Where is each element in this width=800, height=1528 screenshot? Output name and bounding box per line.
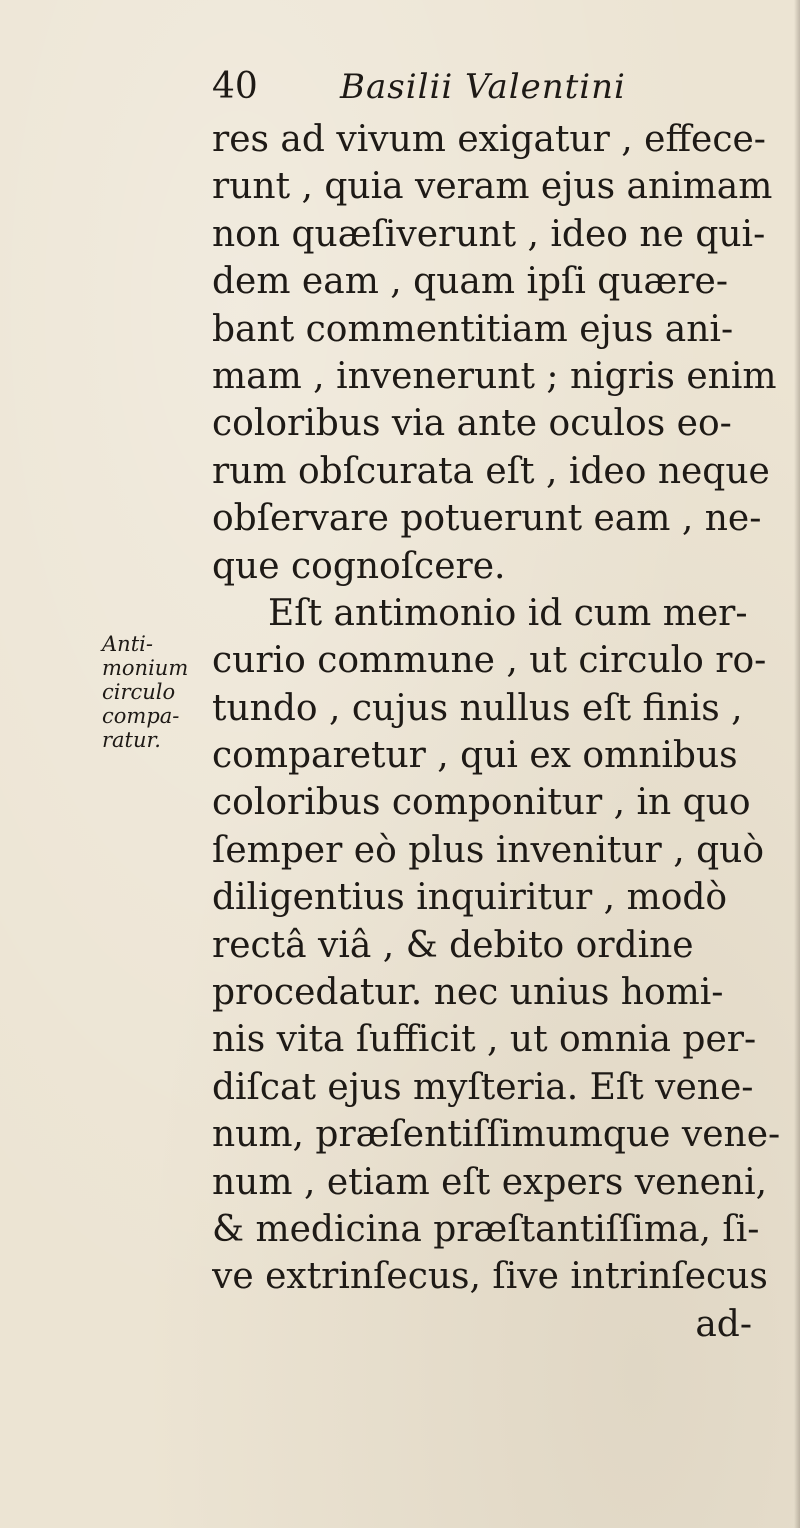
text-line: ſemper eò plus invenitur , quò: [212, 829, 764, 871]
text-line: obſervare potuerunt eam , ne-: [212, 498, 762, 540]
marginal-note-line: monium: [102, 656, 189, 680]
text-line: procedatur. nec unius homi-: [212, 972, 724, 1014]
catchword: ad-: [695, 1303, 752, 1345]
paragraph-start-line: Eſt antimonio id cum mer-: [268, 592, 748, 634]
text-line: num , etiam eſt expers veneni,: [212, 1161, 768, 1203]
text-line: coloribus via ante oculos eo-: [212, 403, 732, 445]
running-head: Basilii Valentini: [340, 67, 626, 107]
text-line: runt , quia veram ejus animam: [212, 166, 773, 208]
text-line: dem eam , quam ipſi quære-: [212, 261, 729, 303]
page-edge-shadow: [794, 0, 800, 1528]
text-line: comparetur , qui ex omnibus: [212, 735, 738, 777]
marginal-note-line: compa-: [102, 704, 180, 728]
text-line: diligentius inquiritur , modò: [212, 877, 728, 919]
text-line: nis vita ſufficit , ut omnia per-: [212, 1019, 757, 1061]
marginal-note-line: circulo: [102, 680, 176, 704]
text-line: rum obſcurata eſt , ideo neque: [212, 450, 770, 492]
page-header: [212, 62, 772, 112]
text-line: ve extrinſecus, ſive intrinſecus: [212, 1256, 768, 1298]
text-line: num, præſentiſſimumque vene-: [212, 1114, 781, 1156]
text-line: & medicina præſtantiſſima, ſi-: [212, 1208, 760, 1250]
text-line: coloribus componitur , in quo: [212, 782, 751, 824]
text-line: mam , invenerunt ; nigris enim: [212, 355, 777, 397]
text-line: curio commune , ut circulo ro-: [212, 640, 767, 682]
text-line: bant commentitiam ejus ani-: [212, 308, 734, 350]
text-line: que cognoſcere.: [212, 545, 506, 587]
text-line: res ad vivum exigatur , effece-: [212, 119, 766, 160]
marginal-note-line: Anti-: [102, 632, 153, 656]
body-text: [212, 116, 792, 1348]
text-line: diſcat ejus myſteria. Eſt vene-: [212, 1066, 754, 1108]
marginal-note-line: ratur.: [102, 728, 161, 752]
marginal-note: [102, 632, 210, 752]
text-line: tundo , cujus nullus eſt finis ,: [212, 687, 743, 729]
text-line: non quæſiverunt , ideo ne qui-: [212, 213, 766, 255]
page-number: 40: [212, 66, 258, 107]
text-line: rectâ viâ , & debito ordine: [212, 924, 694, 966]
